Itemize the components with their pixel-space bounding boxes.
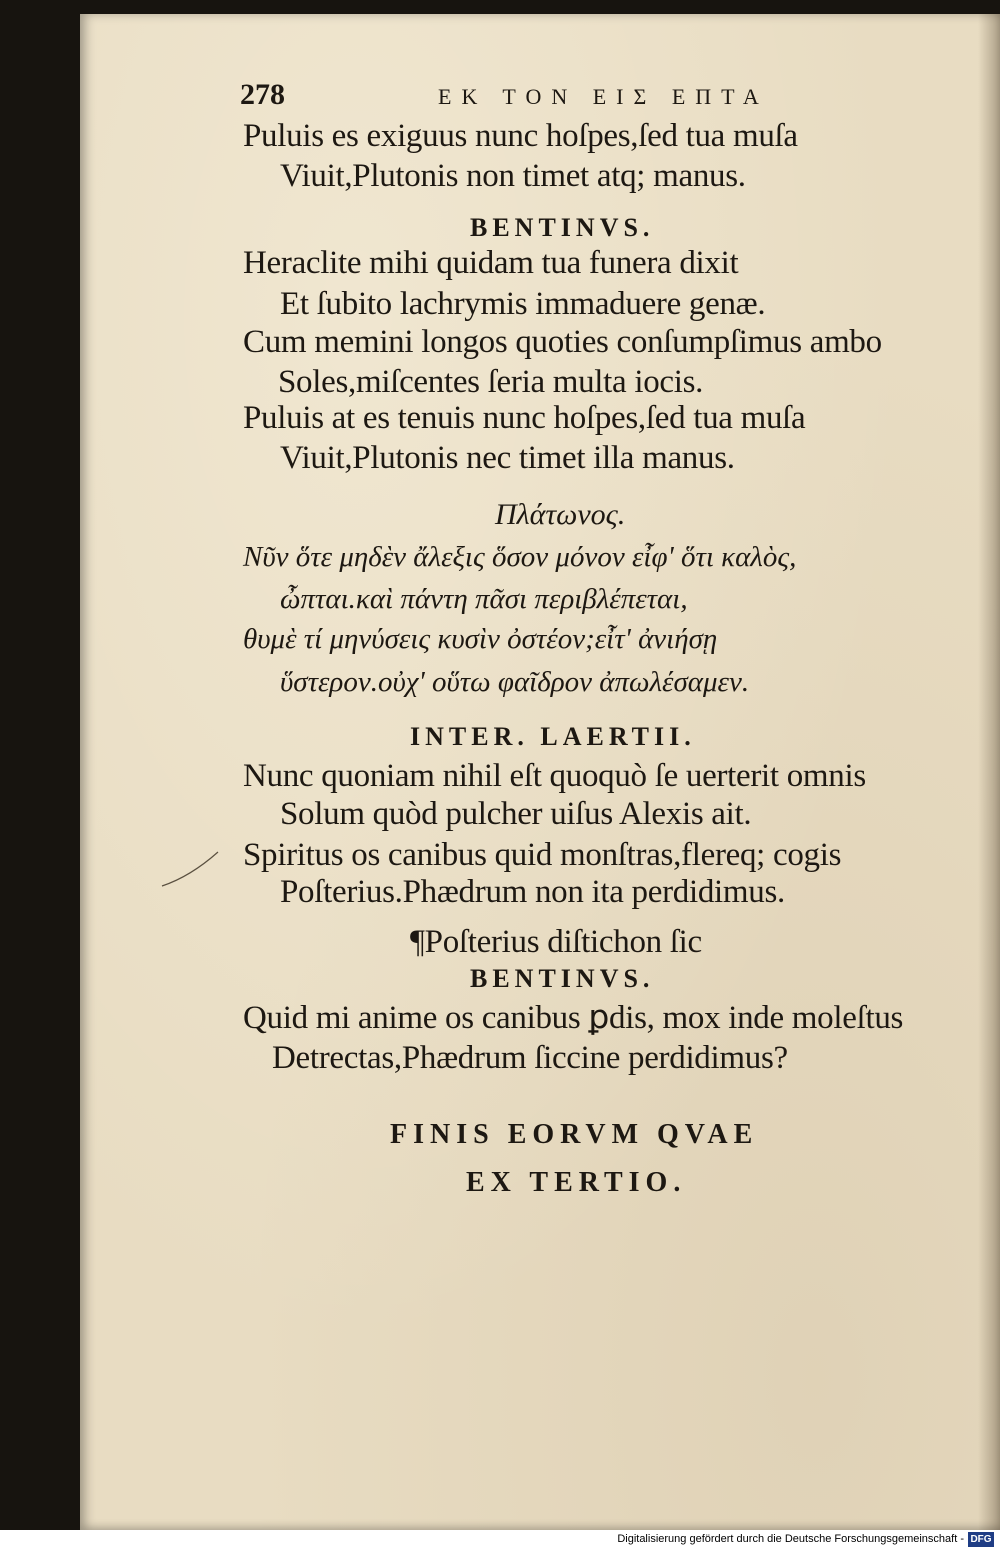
section-heading: Πλάτωνος.	[495, 498, 626, 531]
verse-line: Puluis es exiguus nunc hoſpes,ſed tua muſa	[243, 118, 798, 154]
verse-line: Nunc quoniam nihil eſt quoquò ſe uerterit omnis	[243, 758, 866, 794]
verse-line: Quid mi anime os canibus ꝑdis, mox inde moleſtus	[243, 1000, 904, 1036]
verse-line: Detrectas,Phædrum ſiccine perdidimus?	[272, 1040, 788, 1076]
running-title: EK TON EIΣ EПTA	[438, 84, 769, 109]
verse-line: Poſterius.Phædrum non ita perdidimus.	[280, 874, 785, 910]
finis-line: EX TERTIO.	[466, 1167, 687, 1198]
verse-line: Solum quòd pulcher uiſus Alexis ait.	[280, 796, 752, 832]
section-heading: BENTINVS.	[470, 213, 655, 242]
page-edge-shadow	[978, 14, 1000, 1530]
greek-line: Νῦν ὅτε μηδὲν ἄλεξις ὅσον μόνον εἶφ' ὅτι καλὸς,	[243, 541, 797, 573]
greek-line: θυμὲ τί μηνύσεις κυσὶν ὀστέον;εἶτ' ἀνιήσῃ	[243, 623, 718, 655]
verse-line: Heraclite mihi quidam tua funera dixit	[243, 245, 739, 281]
pen-scratch	[160, 850, 220, 890]
verse-line: Spiritus os canibus quid monſtras,flereq; cogis	[243, 837, 842, 873]
footer-bar	[0, 1530, 1000, 1550]
funding-credit: Digitalisierung gefördert durch die Deutsche Forschungsgemeinschaft -	[617, 1533, 964, 1545]
section-heading: INTER. LAERTII.	[410, 722, 696, 751]
finis-line: FINIS EORVM QVAE	[390, 1119, 759, 1150]
dfg-logo: DFG	[968, 1532, 994, 1547]
verse-line: Et ſubito lachrymis immaduere genæ.	[280, 286, 766, 322]
page-number: 278	[240, 78, 285, 111]
verse-line: Cum memini longos quoties conſumpſimus ambo	[243, 324, 882, 360]
verse-line: Soles,miſcentes ſeria multa iocis.	[278, 364, 704, 400]
verse-line: Puluis at es tenuis nunc hoſpes,ſed tua muſa	[243, 400, 806, 436]
section-heading: BENTINVS.	[470, 964, 655, 993]
note-line: ¶Poſterius diſtichon ſic	[410, 924, 702, 960]
verse-line: Viuit,Plutonis nec timet illa manus.	[280, 440, 735, 476]
greek-line: ὦπται.καὶ πάντη πᾶσι περιβλέπεται,	[280, 583, 688, 615]
verse-line: Viuit,Plutonis non timet atq; manus.	[280, 158, 746, 194]
greek-line: ὕστερον.οὐχ' οὕτω φαῖδρον ἀπωλέσαμεν.	[280, 666, 750, 698]
